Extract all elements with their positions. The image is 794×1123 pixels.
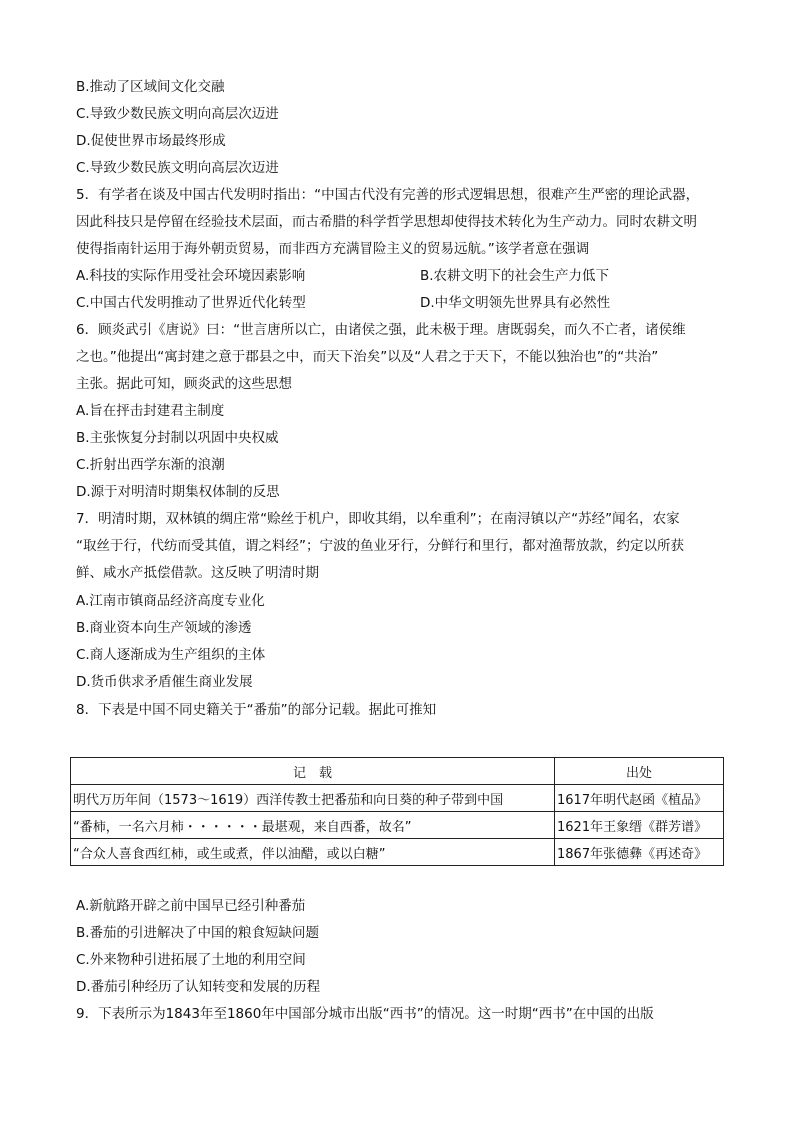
table-cell-source: 1867年张德彝《再述奇》 — [555, 839, 724, 866]
question-7-option-d: D.货币供求矛盾催生商业发展 — [76, 674, 253, 690]
question-6-option-b: B.主张恢复分封制以巩固中央权威 — [76, 430, 279, 446]
table-header-source: 出处 — [555, 758, 724, 785]
question-7-stem-line-2: “取丝于行，代纺而受其值，谓之料经”；宁波的鱼业牙行，分鲜行和里行，都对渔帮放款，约定以所获 — [76, 538, 684, 554]
table-row — [71, 785, 724, 812]
question-5-option-d: D.中华文明领先世界具有必然性 — [420, 295, 611, 311]
question-5-option-b: B.农耕文明下的社会生产力低下 — [420, 268, 610, 284]
question-6-option-d: D.源于对明清时期集权体制的反思 — [76, 484, 280, 500]
option-line: C.导致少数民族文明向高层次迈进 — [76, 160, 279, 176]
question-7-stem-line-1: 7．明清时期，双林镇的绸庄常“赊丝于机户，即收其绢，以牟重利”；在南浔镇以产“苏经”闻名，农家 — [76, 511, 680, 527]
option-line: B.推动了区域间文化交融 — [76, 79, 225, 95]
question-7-stem-line-3: 鲜、咸水产抵偿借款。这反映了明清时期 — [76, 565, 319, 581]
question-6-option-c: C.折射出西学东渐的浪潮 — [76, 457, 225, 473]
question-8-option-b: B.番茄的引进解决了中国的粮食短缺问题 — [76, 925, 320, 941]
question-5-option-c: C.中国古代发明推动了世界近代化转型 — [76, 295, 306, 311]
question-5-stem-line-1: 5．有学者在谈及中国古代发明时指出：“中国古代没有完善的形式逻辑思想，很难产生严密的理论武器， — [76, 187, 700, 203]
question-8-option-c: C.外来物种引进拓展了土地的利用空间 — [76, 952, 306, 968]
table-row — [71, 839, 724, 866]
question-6-stem-line-1: 6．顾炎武引《唐说》曰：“世言唐所以亡，由诸侯之强，此未极于理。唐既弱矣，而久不亡者，诸侯维 — [76, 322, 686, 338]
option-line: D.促使世界市场最终形成 — [76, 133, 226, 149]
question-9-stem: 9．下表所示为1843年至1860年中国部分城市出版“西书”的情况。这一时期“西书”在中国的出版 — [76, 1006, 654, 1022]
question-5-stem-line-2: 因此科技只是停留在经验技术层面，而古希腊的科学哲学思想却使得技术转化为生产动力。同时农耕文明 — [76, 214, 697, 230]
question-7-option-a: A.江南市镇商品经济高度专业化 — [76, 593, 265, 609]
question-7-option-b: B.商业资本向生产领域的渗透 — [76, 620, 252, 636]
question-8-option-a: A.新航路开辟之前中国早已经引种番茄 — [76, 898, 306, 914]
table-cell-record: “合众人喜食西红柿，或生或煮，伴以油醋，或以白糖” — [71, 839, 555, 866]
table-row — [71, 812, 724, 839]
table-cell-source: 1621年王象缙《群芳谱》 — [555, 812, 724, 839]
question-6-stem-line-3: 主张。据此可知，顾炎武的这些思想 — [76, 376, 292, 392]
question-8-stem: 8．下表是中国不同史籍关于“番茄”的部分记载。据此可推知 — [76, 702, 437, 718]
question-6-option-a: A.旨在抨击封建君主制度 — [76, 403, 225, 419]
table-cell-source: 1617年明代赵函《植品》 — [555, 785, 724, 812]
question-5-stem-line-3: 使得指南针运用于海外朝贡贸易，而非西方充满冒险主义的贸易远航。”该学者意在强调 — [76, 241, 590, 257]
table-cell-record: 明代万历年间（1573～1619）西洋传教士把番茄和向日葵的种子带到中国 — [71, 785, 555, 812]
table-header-row — [71, 758, 724, 785]
question-7-option-c: C.商人逐渐成为生产组织的主体 — [76, 647, 266, 663]
question-5-option-a: A.科技的实际作用受社会环境因素影响 — [76, 268, 306, 284]
records-table — [70, 757, 724, 866]
question-8-option-d: D.番茄引种经历了认知转变和发展的历程 — [76, 979, 321, 995]
option-line: C.导致少数民族文明向高层次迈进 — [76, 106, 279, 122]
table-header-record: 记 载 — [71, 758, 555, 785]
question-6-stem-line-2: 之也。”他提出“寓封建之意于郡县之中，而天下治矣”以及“人君之于天下，不能以独治也”的“共治” — [76, 349, 659, 365]
table-cell-record: “番柿，一名六月柿・・・・・・最堪观，来自西番，故名” — [71, 812, 555, 839]
